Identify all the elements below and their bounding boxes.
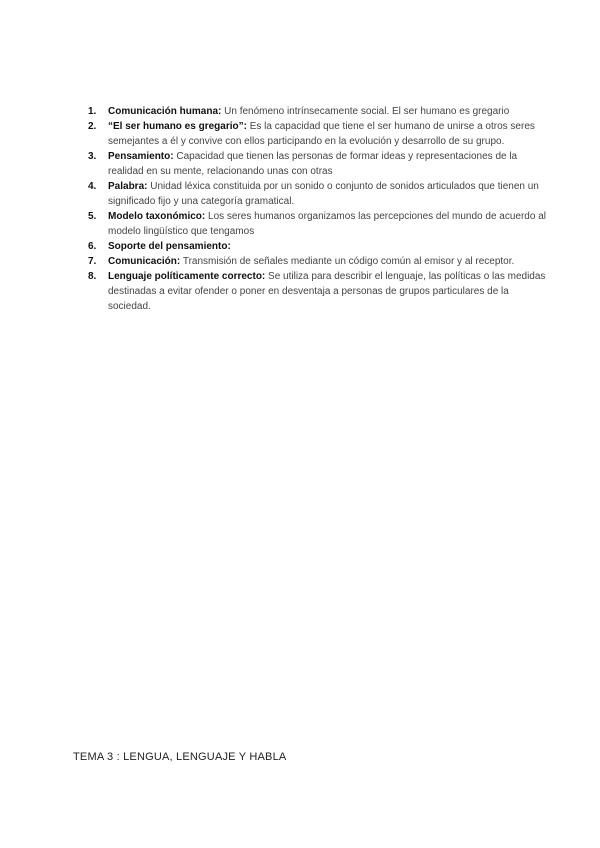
item-term: Comunicación:	[108, 256, 181, 267]
list-item	[88, 119, 548, 149]
list-item	[88, 239, 548, 254]
item-definition: Unidad léxica constituida por un sonido o conjunto de sonidos articulados que tienen un significado fijo y una categoría gramatical.	[108, 181, 539, 207]
item-term: Palabra:	[108, 181, 148, 192]
item-definition: Se utiliza para describir el lenguaje, las políticas o las medidas destinadas a evitar ofender o poner en desventaja a personas de grupos particulares de la sociedad.	[108, 271, 546, 312]
item-number: 4.	[88, 181, 97, 192]
list-item	[88, 254, 548, 269]
item-term: Lenguaje políticamente correcto:	[108, 271, 266, 282]
item-definition: Transmisión de señales mediante un código común al emisor y al receptor.	[180, 256, 515, 267]
item-term: Comunicación humana:	[108, 106, 222, 117]
list-item	[88, 179, 548, 209]
item-term: “El ser humano es gregario”:	[108, 121, 247, 132]
item-number: 3.	[88, 151, 97, 162]
list-item	[88, 209, 548, 239]
item-term: Soporte del pensamiento:	[108, 241, 231, 252]
item-definition: Un fenómeno intrínsecamente social. El ser humano es gregario	[221, 106, 510, 117]
list-item	[88, 149, 548, 179]
item-term: Modelo taxonómico:	[108, 211, 206, 222]
item-number: 8.	[88, 271, 97, 282]
item-term: Pensamiento:	[108, 151, 174, 162]
item-number: 6.	[88, 241, 97, 252]
item-definition: Es la capacidad que tiene el ser humano de unirse a otros seres semejantes a él y convive con ellos participando en la evolución y desarrollo de su grupo.	[108, 121, 535, 147]
item-number: 2.	[88, 121, 97, 132]
document-footer: TEMA 3 : LENGUA, LENGUAJE Y HABLA	[73, 751, 287, 763]
item-number: 1.	[88, 106, 97, 117]
item-number: 7.	[88, 256, 97, 267]
list-item	[88, 269, 548, 314]
definitions-list	[88, 104, 548, 314]
list-item	[88, 104, 548, 119]
item-number: 5.	[88, 211, 97, 222]
item-definition: Los seres humanos organizamos las percepciones del mundo de acuerdo al modelo lingüístico que tengamos	[108, 211, 546, 237]
item-definition: Capacidad que tienen las personas de formar ideas y representaciones de la realidad en su mente, relacionando unas con otras	[108, 151, 518, 177]
